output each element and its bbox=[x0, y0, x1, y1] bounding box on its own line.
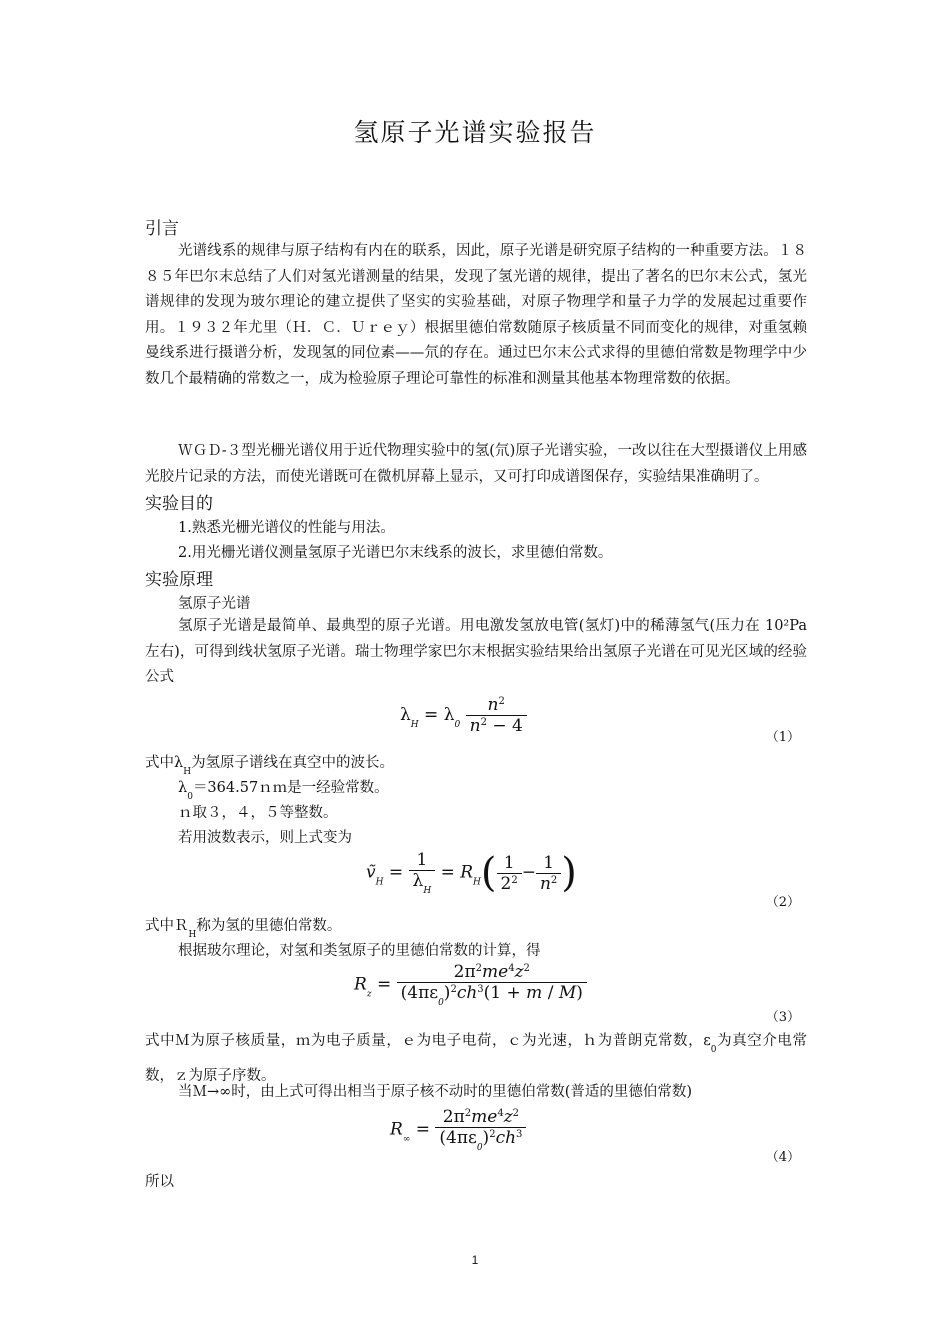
eq2-note: 式中Ｒ$_H$称为氢的里德伯常数。 bbox=[145, 918, 342, 940]
equation-3: $R_z$ = $\frac{2\pi^2me^4z^2}{(4\pi\varepsilon_0)^2ch^3(1 + m / M)}$ bbox=[354, 962, 587, 1008]
page-title: 氢原子光谱实验报告 bbox=[353, 118, 597, 147]
principle-heading: 实验原理 bbox=[145, 570, 213, 590]
equation-number-2: （2） bbox=[765, 895, 800, 910]
eq1-note-a: 式中$\lambda_H$为氢原子谱线在真空中的波长。 bbox=[145, 755, 395, 777]
equation-2: ṽ$_H$ = $\frac{1}{\lambda_H}$ = $R_H$( $\frac{1}{2^2}$ − $\frac{1}{n^2}$ ) bbox=[366, 850, 577, 896]
eq4-intro: 当Ｍ→∞时，由上式可得出相当于原子核不动时的里德伯常数(普适的里德伯常数) bbox=[178, 1084, 693, 1100]
equation-number-1: （1） bbox=[765, 730, 800, 745]
closing-text: 所以 bbox=[145, 1174, 174, 1190]
equation-4: $R_\infty$ = $\frac{2\pi^2me^4z^2}{(4\pi\varepsilon_0)^2ch^3}$ bbox=[390, 1107, 526, 1153]
principle-paragraph: 氢原子光谱是最简单、最典型的原子光谱。用电激发氢放电管(氢灯)中的稀薄氢气(压力在 10²Pa 左右)，可得到线状氢原子光谱。瑞士物理学家巴尔末根据实验结果给出氢原子光谱在可见光区域的经验公式 bbox=[145, 618, 807, 685]
purpose-heading: 实验目的 bbox=[145, 494, 213, 514]
intro-paragraph-2: ＷＧＤ-３型光栅光谱仪用于近代物理实验中的氢(氘)原子光谱实验，一改以往在大型摄谱仪上用感光胶片记录的方法，而使光谱既可在微机屏幕上显示，又可打印成谱图保存，实验结果准确明了。 bbox=[145, 443, 807, 485]
equation-number-4: （4） bbox=[765, 1150, 800, 1165]
purpose-item-1: 1.熟悉光栅光谱仪的性能与用法。 bbox=[178, 520, 395, 536]
eq1-note-b: $\lambda_0=364.57nm$是一经验常数。 bbox=[178, 780, 389, 802]
intro-paragraph-1: 光谱线系的规律与原子结构有内在的联系，因此，原子光谱是研究原子结构的一种重要方法。１８８５年巴尔末总结了人们对氢光谱测量的结果，发现了氢光谱的规律，提出了著名的巴尔末公式，氢光谱规律的发现为玻尔理论的建立提供了坚实的实验基础，对原子物理学和量子力学的发展起过重要作用。１９３２年尤里（Ｈ．Ｃ．Ｕｒｅｙ）根据里德伯常数随原子核质量不同而变化的规律，对重氢赖曼线系进行摄谱分析，发现氢的同位素——氘的存在。通过巴尔末公式求得的里德伯常数是物理学中少数几个最精确的常数之一，成为检验原子理论可靠性的标准和测量其他基本物理常数的依据。 bbox=[145, 243, 807, 387]
sub-heading: 氢原子光谱 bbox=[178, 596, 251, 612]
page-number: 1 bbox=[471, 1253, 479, 1267]
eq1-note-c: ｎ取３，４，５等整数。 bbox=[178, 805, 338, 821]
eq3-note: 式中Ｍ为原子核质量，ｍ为电子质量，ｅ为电子电荷，ｃ为光速，ｈ为普朗克常数，$\varepsilon_0$为真空介电常数，ｚ为原子序数。 bbox=[145, 1033, 808, 1084]
eq3-intro: 根据玻尔理论，对氢和类氢原子的里德伯常数的计算，得 bbox=[178, 943, 541, 959]
equation-number-3: （3） bbox=[765, 1010, 800, 1025]
intro-heading: 引言 bbox=[145, 219, 179, 239]
purpose-item-2: 2.用光栅光谱仪测量氢原子光谱巴尔末线系的波长，求里德伯常数。 bbox=[178, 545, 613, 561]
equation-1: $\lambda_H = \lambda_0$ $\frac{n^2}{n^2 - 4}$ bbox=[400, 695, 527, 736]
eq2-intro: 若用波数表示，则上式变为 bbox=[178, 830, 352, 846]
